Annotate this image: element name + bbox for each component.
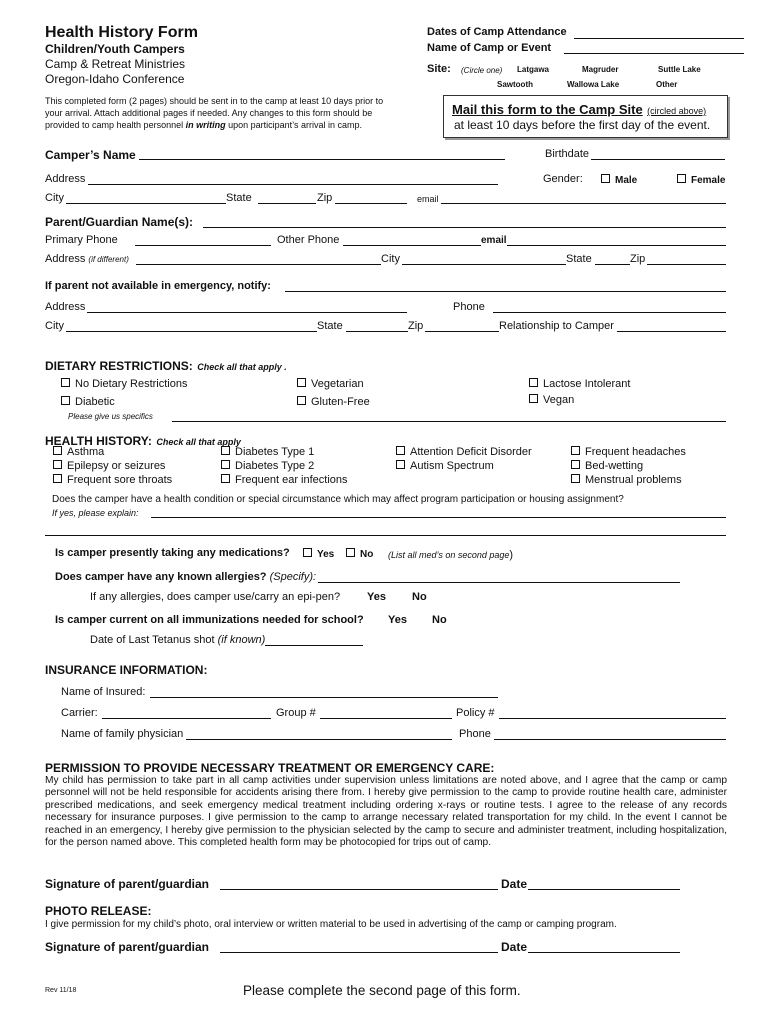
health-bed-wetting-checkbox[interactable]: Bed-wetting bbox=[571, 460, 643, 472]
revision-label: Rev 11/18 bbox=[45, 987, 77, 994]
health-diabetes-1-checkbox[interactable]: Diabetes Type 1 bbox=[221, 446, 314, 458]
insurance-heading: INSURANCE INFORMATION: bbox=[45, 663, 208, 677]
tetanus-label: Date of Last Tetanus shot (if known) bbox=[90, 634, 266, 646]
health-menstrual-checkbox[interactable]: Menstrual problems bbox=[571, 474, 682, 486]
diet-vegan-checkbox[interactable]: Vegan bbox=[529, 394, 574, 406]
photo-date-label: Date bbox=[501, 940, 528, 954]
permission-date-field[interactable] bbox=[528, 889, 680, 890]
physician-phone-field[interactable] bbox=[494, 739, 726, 740]
health-autism-checkbox[interactable]: Autism Spectrum bbox=[396, 460, 494, 472]
diet-lactose-intolerant-checkbox[interactable]: Lactose Intolerant bbox=[529, 378, 630, 390]
site-wallowa-lake[interactable]: Wallowa Lake bbox=[567, 80, 620, 89]
physician-label: Name of family physician bbox=[61, 728, 184, 740]
policy-label: Policy # bbox=[456, 707, 495, 719]
photo-signature-label: Signature of parent/guardian bbox=[45, 940, 210, 954]
epipen-no[interactable]: No bbox=[412, 591, 427, 603]
permission-signature-field[interactable] bbox=[220, 889, 498, 890]
site-latgawa[interactable]: Latgawa bbox=[517, 65, 550, 74]
gender-label: Gender: bbox=[543, 173, 583, 185]
parent-address-field[interactable] bbox=[136, 264, 381, 265]
health-sore-throats-checkbox[interactable]: Frequent sore throats bbox=[53, 474, 172, 486]
explain-field-2[interactable] bbox=[45, 535, 726, 536]
camp-name-field[interactable] bbox=[564, 53, 744, 54]
allergy-field[interactable] bbox=[318, 582, 680, 583]
immunization-question: Is camper current on all immunizations needed for school? bbox=[55, 614, 364, 626]
circle-one-note: (Circle one) bbox=[461, 66, 503, 75]
insured-field[interactable] bbox=[150, 697, 498, 698]
site-magruder[interactable]: Magruder bbox=[582, 65, 619, 74]
mail-title: Mail this form to the Camp Site (circled above) bbox=[452, 102, 707, 117]
permission-heading: PERMISSION TO PROVIDE NECESSARY TREATMENT OR EMERGENCY CARE: bbox=[45, 761, 495, 775]
diet-gluten-free-checkbox[interactable]: Gluten-Free bbox=[297, 396, 370, 408]
dates-label: Dates of Camp Attendance bbox=[427, 26, 567, 38]
emergency-phone-field[interactable] bbox=[493, 312, 726, 313]
permission-date-label: Date bbox=[501, 877, 528, 891]
primary-phone-label: Primary Phone bbox=[45, 234, 118, 246]
ministry-name: Camp & Retreat Ministries bbox=[45, 57, 186, 71]
gender-male-checkbox[interactable]: Male bbox=[601, 174, 637, 186]
camper-address-field[interactable] bbox=[88, 184, 498, 185]
parent-state-field[interactable] bbox=[595, 264, 630, 265]
epipen-yes[interactable]: Yes bbox=[367, 591, 386, 603]
camper-address-label: Address bbox=[45, 173, 86, 185]
intro-line-3: provided to camp health personnel in writing upon participant’s arrival in camp. bbox=[45, 120, 362, 130]
form-subtitle: Children/Youth Campers bbox=[45, 42, 185, 56]
meds-no-checkbox[interactable]: No bbox=[346, 548, 373, 560]
carrier-field[interactable] bbox=[102, 718, 271, 719]
emergency-heading: If parent not available in emergency, notify: bbox=[45, 280, 271, 292]
site-suttle-lake[interactable]: Suttle Lake bbox=[658, 65, 701, 74]
other-phone-label: Other Phone bbox=[277, 234, 340, 246]
camper-state-field[interactable] bbox=[258, 203, 316, 204]
emergency-address-label: Address bbox=[45, 301, 86, 313]
health-heading: HEALTH HISTORY: Check all that apply bbox=[45, 434, 241, 448]
camper-email-label: email bbox=[417, 194, 439, 204]
conference-name: Oregon-Idaho Conference bbox=[45, 72, 185, 86]
immunization-yes[interactable]: Yes bbox=[388, 614, 407, 626]
health-headaches-checkbox[interactable]: Frequent headaches bbox=[571, 446, 686, 458]
birthdate-field[interactable] bbox=[591, 159, 725, 160]
mail-subtitle: at least 10 days before the first day of the event. bbox=[454, 118, 711, 132]
emergency-zip-field[interactable] bbox=[425, 331, 499, 332]
tetanus-field[interactable] bbox=[265, 645, 363, 646]
medications-question: Is camper presently taking any medications? bbox=[55, 547, 290, 559]
other-phone-field[interactable] bbox=[343, 245, 481, 246]
diet-no-restrictions-checkbox[interactable]: No Dietary Restrictions bbox=[61, 378, 187, 390]
policy-field[interactable] bbox=[499, 718, 726, 719]
parent-zip-label: Zip bbox=[630, 253, 646, 265]
parent-city-field[interactable] bbox=[402, 264, 566, 265]
form-title: Health History Form bbox=[45, 24, 198, 41]
carrier-label: Carrier: bbox=[61, 707, 98, 719]
gender-female-checkbox[interactable]: Female bbox=[677, 174, 725, 186]
allergy-question: Does camper have any known allergies? (Specify): bbox=[55, 571, 317, 583]
health-ear-infections-checkbox[interactable]: Frequent ear infections bbox=[221, 474, 348, 486]
intro-line-2: your arrival. Attach additional pages if needed. Any changes to this form should be bbox=[45, 108, 373, 118]
photo-date-field[interactable] bbox=[528, 952, 680, 953]
parent-zip-field[interactable] bbox=[647, 264, 726, 265]
photo-release-body: I give permission for my child’s photo, oral interview or written material to be used in advertising of the camp or camping program. bbox=[45, 919, 617, 930]
footer-note: Please complete the second page of this form. bbox=[243, 983, 521, 998]
emergency-city-label: City bbox=[45, 320, 64, 332]
parent-address-label: Address (if different) bbox=[45, 253, 129, 265]
health-diabetes-2-checkbox[interactable]: Diabetes Type 2 bbox=[221, 460, 314, 472]
insured-label: Name of Insured: bbox=[61, 686, 146, 698]
site-sawtooth[interactable]: Sawtooth bbox=[497, 80, 533, 89]
emergency-state-field[interactable] bbox=[346, 331, 408, 332]
group-label: Group # bbox=[276, 707, 316, 719]
diet-diabetic-checkbox[interactable]: Diabetic bbox=[61, 396, 115, 408]
intro-line-1: This completed form (2 pages) should be sent in to the camp at least 10 days prior to bbox=[45, 96, 384, 106]
camper-zip-label: Zip bbox=[317, 192, 333, 204]
camper-name-field[interactable] bbox=[139, 159, 505, 160]
emergency-state-label: State bbox=[317, 320, 343, 332]
camper-email-field[interactable] bbox=[441, 203, 726, 204]
diet-specifics-field[interactable] bbox=[172, 421, 726, 422]
immunization-no[interactable]: No bbox=[432, 614, 447, 626]
emergency-address-field[interactable] bbox=[87, 312, 407, 313]
parent-email-field[interactable] bbox=[507, 245, 726, 246]
physician-field[interactable] bbox=[186, 739, 452, 740]
photo-signature-field[interactable] bbox=[220, 952, 498, 953]
camper-state-label: State bbox=[226, 192, 252, 204]
epipen-question: If any allergies, does camper use/carry an epi-pen? bbox=[90, 591, 341, 603]
relationship-label: Relationship to Camper bbox=[499, 320, 614, 332]
camper-city-field[interactable] bbox=[66, 203, 226, 204]
dietary-heading: DIETARY RESTRICTIONS: Check all that apply . bbox=[45, 359, 287, 373]
site-label: Site: bbox=[427, 63, 451, 75]
physician-phone-label: Phone bbox=[459, 728, 491, 740]
camper-city-label: City bbox=[45, 192, 64, 204]
explain-label: If yes, please explain: bbox=[52, 508, 139, 518]
group-field[interactable] bbox=[320, 718, 452, 719]
birthdate-label: Birthdate bbox=[545, 148, 590, 160]
camp-name-label: Name of Camp or Event bbox=[427, 42, 552, 54]
parent-city-label: City bbox=[381, 253, 400, 265]
condition-question: Does the camper have a health condition or special circumstance which may affect program participation or housing assignment? bbox=[52, 494, 624, 505]
primary-phone-field[interactable] bbox=[135, 245, 271, 246]
emergency-zip-label: Zip bbox=[408, 320, 424, 332]
emergency-city-field[interactable] bbox=[66, 331, 317, 332]
camper-name-label: Camper’s Name bbox=[45, 148, 136, 162]
site-other[interactable]: Other bbox=[656, 80, 678, 89]
mail-instructions-box bbox=[443, 95, 728, 138]
diet-vegetarian-checkbox[interactable]: Vegetarian bbox=[297, 378, 364, 390]
parent-email-label: email bbox=[481, 235, 507, 246]
parent-heading: Parent/Guardian Name(s): bbox=[45, 215, 194, 229]
permission-body: My child has permission to take part in all camp activities under supervision unless limitations are noted above, and I agree that the camp or camp personnel will not be held responsible for accidents arising there from. I hereby give permission to the camp to provide routine health care, administer prescribed medications, and seek emergency medical treatment including ordering x-rays or routine tests. I agree to the release of any records necessary for insurance purposes. I give permission to the camp to arrange necessary related transportation for my child. In the event I cannot be reached in an emergency, I hereby give permission to the physician selected by the camp to secure and administer treatment, including hospitalization, for the person named above. This completed health form may be photocopied for trips out of camp. bbox=[45, 775, 727, 849]
parent-state-label: State bbox=[566, 253, 592, 265]
parent-name-field[interactable] bbox=[203, 227, 726, 228]
emergency-name-field[interactable] bbox=[285, 291, 726, 292]
diet-specifics-label: Please give us specifics bbox=[68, 412, 153, 421]
health-add-checkbox[interactable]: Attention Deficit Disorder bbox=[396, 446, 532, 458]
meds-list-note: (List all med’s on second page) bbox=[388, 549, 514, 561]
permission-signature-label: Signature of parent/guardian bbox=[45, 877, 210, 891]
dates-field[interactable] bbox=[574, 38, 744, 39]
health-epilepsy-checkbox[interactable]: Epilepsy or seizures bbox=[53, 460, 165, 472]
meds-yes-checkbox[interactable]: Yes bbox=[303, 548, 334, 560]
emergency-phone-label: Phone bbox=[453, 301, 485, 313]
explain-field-1[interactable] bbox=[151, 517, 726, 518]
health-asthma-checkbox[interactable]: Asthma bbox=[53, 446, 104, 458]
camper-zip-field[interactable] bbox=[335, 203, 407, 204]
relationship-field[interactable] bbox=[617, 331, 726, 332]
photo-release-heading: PHOTO RELEASE: bbox=[45, 904, 152, 918]
